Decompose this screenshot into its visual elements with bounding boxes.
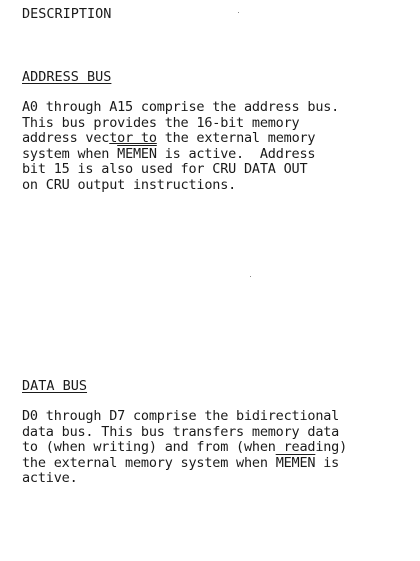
paragraph-line: to (when writing) and from (when reading) — [22, 439, 348, 455]
memen-signal-name: MEMEN — [117, 145, 157, 162]
text-segment: the external memory system when — [22, 454, 276, 471]
text-segment: address vec — [22, 130, 110, 146]
data-bus-heading: DATA BUS — [22, 378, 88, 394]
memen-signal-name: MEMEN — [275, 454, 316, 471]
paragraph-line — [22, 147, 417, 163]
text-segment: system when — [22, 145, 118, 162]
scan-speck — [238, 12, 239, 13]
scan-speck — [250, 276, 251, 277]
paragraph-line: on CRU output instructions. — [22, 176, 237, 193]
paragraph-line — [22, 456, 417, 472]
address-bus-paragraph — [22, 100, 417, 193]
text-segment: is — [315, 454, 340, 471]
paragraph-line: active. — [22, 470, 78, 486]
paragraph-line: This bus provides the 16-bit memory — [22, 114, 300, 131]
paragraph-line — [22, 131, 417, 147]
underlined-text: tor to — [109, 130, 157, 146]
section-title: DESCRIPTION — [22, 6, 112, 22]
data-bus-paragraph — [22, 409, 417, 487]
address-bus-heading: ADDRESS BUS — [22, 69, 112, 85]
text-segment: the external memory — [156, 130, 316, 146]
paragraph-line: bit 15 is also used for CRU DATA OUT — [22, 161, 308, 177]
paragraph-line: data bus. This bus transfers memory data — [22, 423, 340, 440]
paragraph-line: D0 through D7 comprise the bidirectional — [22, 408, 340, 424]
text-segment: is active. Address — [156, 145, 316, 162]
paragraph-line: A0 through A15 comprise the address bus. — [22, 99, 340, 115]
